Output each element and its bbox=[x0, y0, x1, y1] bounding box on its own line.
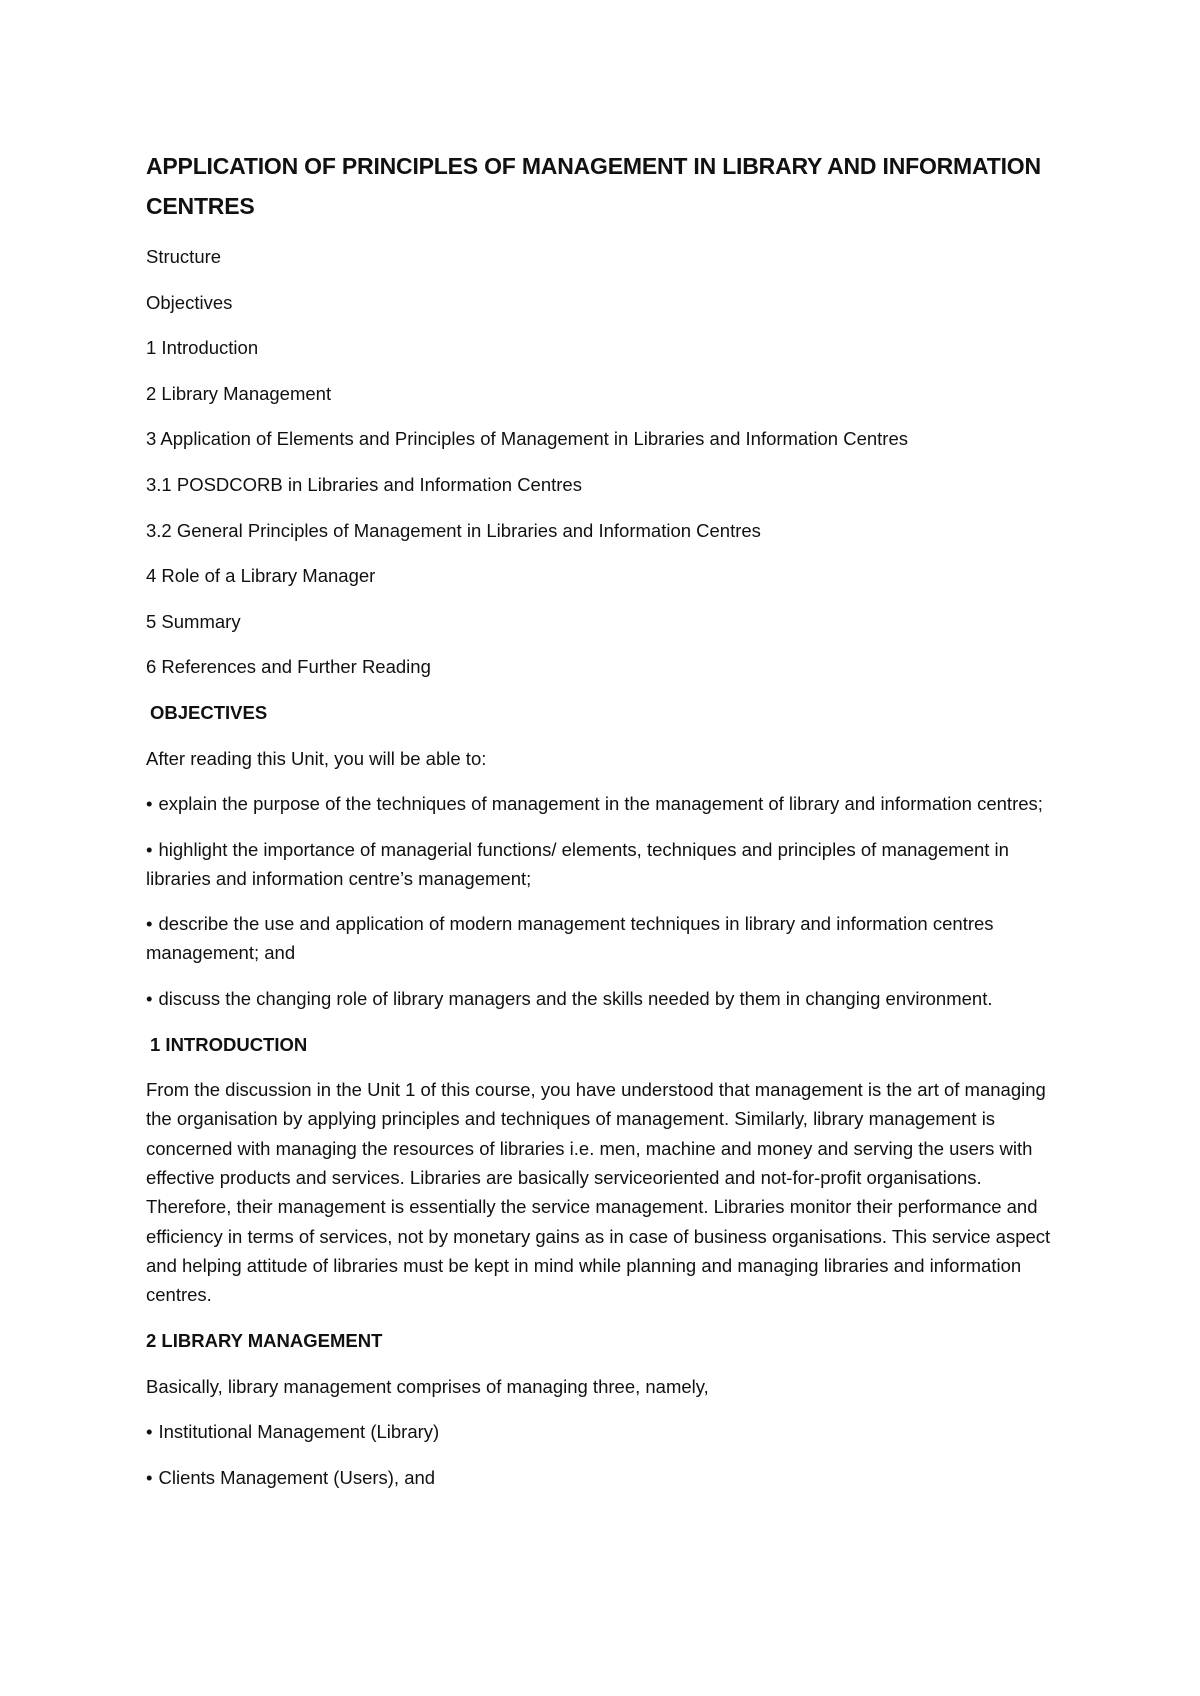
objective-item bbox=[146, 835, 1066, 893]
toc-item: Objectives bbox=[146, 291, 233, 313]
library-management-item bbox=[146, 1417, 1066, 1446]
bullet-icon: • bbox=[146, 838, 153, 860]
introduction-section bbox=[146, 1030, 1066, 1310]
objective-item bbox=[146, 789, 1066, 818]
bullet-icon: • bbox=[146, 1421, 153, 1443]
bullet-icon: • bbox=[146, 987, 153, 1009]
table-of-contents bbox=[146, 242, 1066, 681]
introduction-heading: 1 INTRODUCTION bbox=[150, 1033, 308, 1055]
library-management-lead: Basically, library management comprises of managing three, namely, bbox=[146, 1375, 709, 1397]
toc-item: 4 Role of a Library Manager bbox=[146, 565, 376, 587]
bullet-icon: • bbox=[146, 793, 153, 815]
toc-item: 3.2 General Principles of Management in Libraries and Information Centres bbox=[146, 519, 761, 541]
library-management-section bbox=[146, 1326, 1066, 1492]
toc-item: 3 Application of Elements and Principles of Management in Libraries and Information Centres bbox=[146, 428, 909, 450]
toc-item: 3.1 POSDCORB in Libraries and Information Centres bbox=[146, 473, 582, 495]
objective-text: explain the purpose of the techniques of management in the management of library and information centres; bbox=[158, 793, 1043, 815]
library-management-text: Clients Management (Users), and bbox=[158, 1466, 436, 1488]
toc-item: 2 Library Management bbox=[146, 382, 332, 404]
library-management-heading: 2 LIBRARY MANAGEMENT bbox=[146, 1330, 383, 1352]
objective-item bbox=[146, 909, 1066, 967]
document-title: APPLICATION OF PRINCIPLES OF MANAGEMENT IN LIBRARY AND INFORMATION CENTRES bbox=[146, 153, 1041, 219]
toc-item: 6 References and Further Reading bbox=[146, 656, 431, 678]
toc-item: 5 Summary bbox=[146, 610, 241, 632]
introduction-paragraph: From the discussion in the Unit 1 of this course, you have understood that management is the art of managing the organisation by applying principles and techniques of management. Similarly, library management is concerned with managing the resources of libraries i.e. men, machine and money and serving the users with effective products and services. Libraries are basically serviceoriented and not-for-profit organisations. Therefore, their management is essentially the service management. Libraries monitor their performance and efficiency in terms of services, not by monetary gains as in case of business organisations. This service aspect and helping attitude of libraries must be kept in mind while planning and managing libraries and information centres. bbox=[146, 1079, 1051, 1306]
toc-item: 1 Introduction bbox=[146, 337, 259, 359]
objective-text: describe the use and application of modern management techniques in library and information centres management; and bbox=[146, 913, 994, 964]
document-body bbox=[146, 146, 1066, 1508]
objectives-lead: After reading this Unit, you will be able to: bbox=[146, 747, 487, 769]
structure-label: Structure bbox=[146, 246, 222, 267]
objectives-heading: OBJECTIVES bbox=[150, 701, 268, 723]
bullet-icon: • bbox=[146, 913, 153, 935]
objective-text: discuss the changing role of library managers and the skills needed by them in changing environment. bbox=[158, 987, 993, 1009]
objective-item bbox=[146, 984, 1066, 1013]
bullet-icon: • bbox=[146, 1466, 153, 1488]
objective-text: highlight the importance of managerial functions/ elements, techniques and principles of management in libraries and information centre’s management; bbox=[146, 838, 1009, 889]
objectives-section bbox=[146, 698, 1066, 1013]
library-management-text: Institutional Management (Library) bbox=[158, 1421, 440, 1443]
library-management-item bbox=[146, 1463, 1066, 1492]
